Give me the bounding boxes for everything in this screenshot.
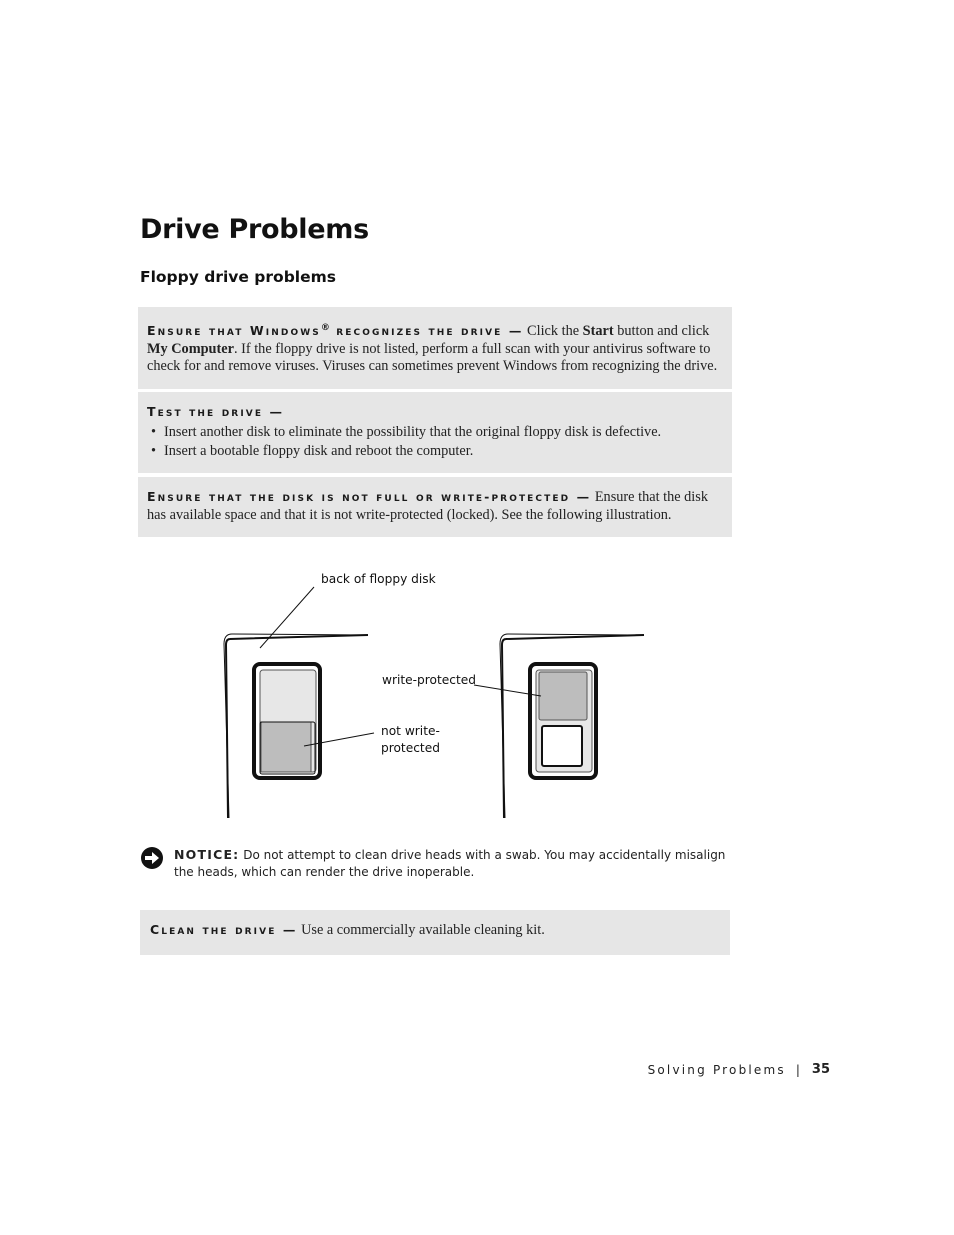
section-heading: Floppy drive problems xyxy=(140,268,336,286)
ui-term-start: Start xyxy=(582,323,614,340)
tip-lead: Clean the drive — xyxy=(150,922,298,937)
tip-box-test-drive xyxy=(138,392,732,473)
tip-text: Click the xyxy=(523,323,583,340)
page-footer xyxy=(648,1062,830,1077)
tip-text: Ensure that the disk has available space and that it is not write-protected (locked). See the following illustration. xyxy=(147,489,708,523)
tip-box-clean-drive xyxy=(140,910,730,955)
notice-text: Do not attempt to clean drive heads with a swab. You may accidentally misalign the heads, which can render the drive inoperable. xyxy=(174,848,726,879)
tip-box-write-protected xyxy=(138,477,732,537)
label-not-write-protected: not write- protected xyxy=(381,724,440,755)
tip-lead: Ensure that Windows® recognizes the drive — xyxy=(147,323,524,339)
page-number: 35 xyxy=(811,1062,830,1077)
tip-text: Use a commercially available cleaning kit. xyxy=(297,922,545,938)
arrow-right-circle-icon xyxy=(140,846,164,870)
label-back-of-floppy-disk: back of floppy disk xyxy=(321,572,436,586)
floppy-disk-illustration xyxy=(138,560,732,825)
floppy-illustration xyxy=(138,560,732,830)
label-write-protected: write-protected xyxy=(382,673,476,687)
bullet-list xyxy=(147,424,722,461)
tip-box-windows-recognizes: Ensure that Windows® recognizes the drive — Click the Start button and click My Computer. If the floppy drive is not listed, perform a full scan with your antivirus software to check for and remove viruses. Viruses can sometimes prevent Windows from recognizing the drive. xyxy=(138,307,732,389)
tip-lead: Ensure that the disk is not full or write-protected — xyxy=(147,489,592,504)
tip-lead: Test the drive — xyxy=(147,404,285,419)
ui-term-my-computer: My Computer xyxy=(147,340,234,357)
notice-label: NOTICE: xyxy=(174,847,240,862)
notice xyxy=(140,846,732,881)
page-title: Drive Problems xyxy=(140,214,369,245)
footer-section-title: Solving Problems xyxy=(647,1062,786,1077)
list-item: • Insert another disk to eliminate the possibility that the original floppy disk is defective. xyxy=(147,424,722,442)
footer-separator: | xyxy=(795,1062,800,1077)
list-item: • Insert a bootable floppy disk and reboot the computer. xyxy=(147,443,722,461)
